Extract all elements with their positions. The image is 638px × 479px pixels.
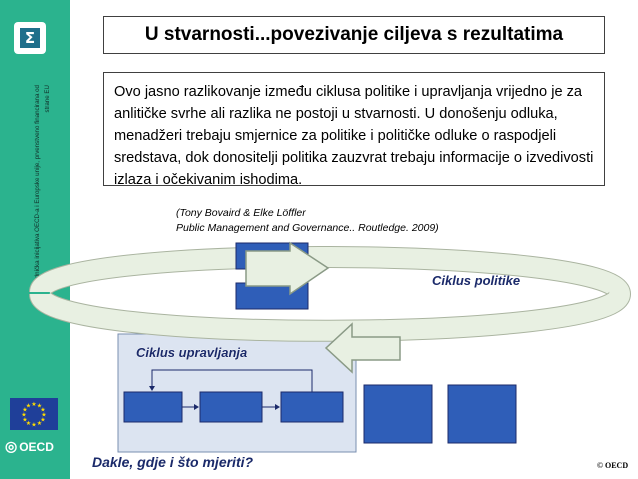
- outcome-box-1: [364, 385, 432, 443]
- policy-ring-back: [40, 257, 620, 294]
- svg-text:★: ★: [40, 406, 46, 414]
- page-title: U stvarnosti...povezivanje ciljeva s rezultatima: [144, 24, 564, 45]
- copyright: © OECD: [597, 461, 629, 470]
- citation-authors: (Tony Bovaird & Elke Löffler: [176, 207, 306, 219]
- svg-text:★: ★: [40, 416, 46, 424]
- svg-text:★: ★: [41, 411, 47, 419]
- oecd-ring-icon: ◎: [5, 438, 18, 454]
- closing-question: Dakle, gdje i što mjeriti?: [92, 454, 254, 470]
- svg-text:★: ★: [22, 406, 28, 414]
- citation-source: Public Management and Governance.. Routledge. 2009): [176, 222, 439, 234]
- svg-text:★: ★: [36, 420, 43, 427]
- sidebar-disclaimer-line-2: strane EU: [44, 85, 51, 113]
- svg-text:★: ★: [22, 416, 28, 424]
- svg-text:★: ★: [36, 402, 43, 410]
- management-box-2: [200, 392, 262, 422]
- management-cycle-label: Ciklus upravljanja: [136, 345, 248, 360]
- quote-text: Ovo jasno razlikovanje između ciklusa politike i upravljanja vrijedno je za anlitičke svrhe ali razlika ne postoji u stvarnosti. U donošenju odluka, menadžeri trebaju smjernice za politike i političke odluke o raspodjeli sredstava, dok donositelji politika zauzvrat trebaju informacije o izvedivosti izlaza i očekivanim ishodima.: [114, 84, 594, 188]
- svg-text:★: ★: [25, 420, 32, 427]
- management-box-1: [124, 392, 182, 422]
- sidebar-disclaimer-line-1: Zajednička inicijativa OECD-a i Europske unije, prvenstveno financirana od: [34, 85, 41, 291]
- svg-text:★: ★: [31, 421, 37, 429]
- svg-text:★: ★: [25, 402, 32, 410]
- management-box-3: [281, 392, 343, 422]
- oecd-label: OECD: [19, 440, 54, 454]
- policy-ring-front: [40, 294, 620, 331]
- sigma-icon: Σ: [20, 28, 40, 48]
- svg-text:★: ★: [21, 411, 27, 419]
- outcome-box-2: [448, 385, 516, 443]
- policy-cycle-label: Ciklus politike: [432, 273, 521, 288]
- svg-text:★: ★: [31, 401, 37, 408]
